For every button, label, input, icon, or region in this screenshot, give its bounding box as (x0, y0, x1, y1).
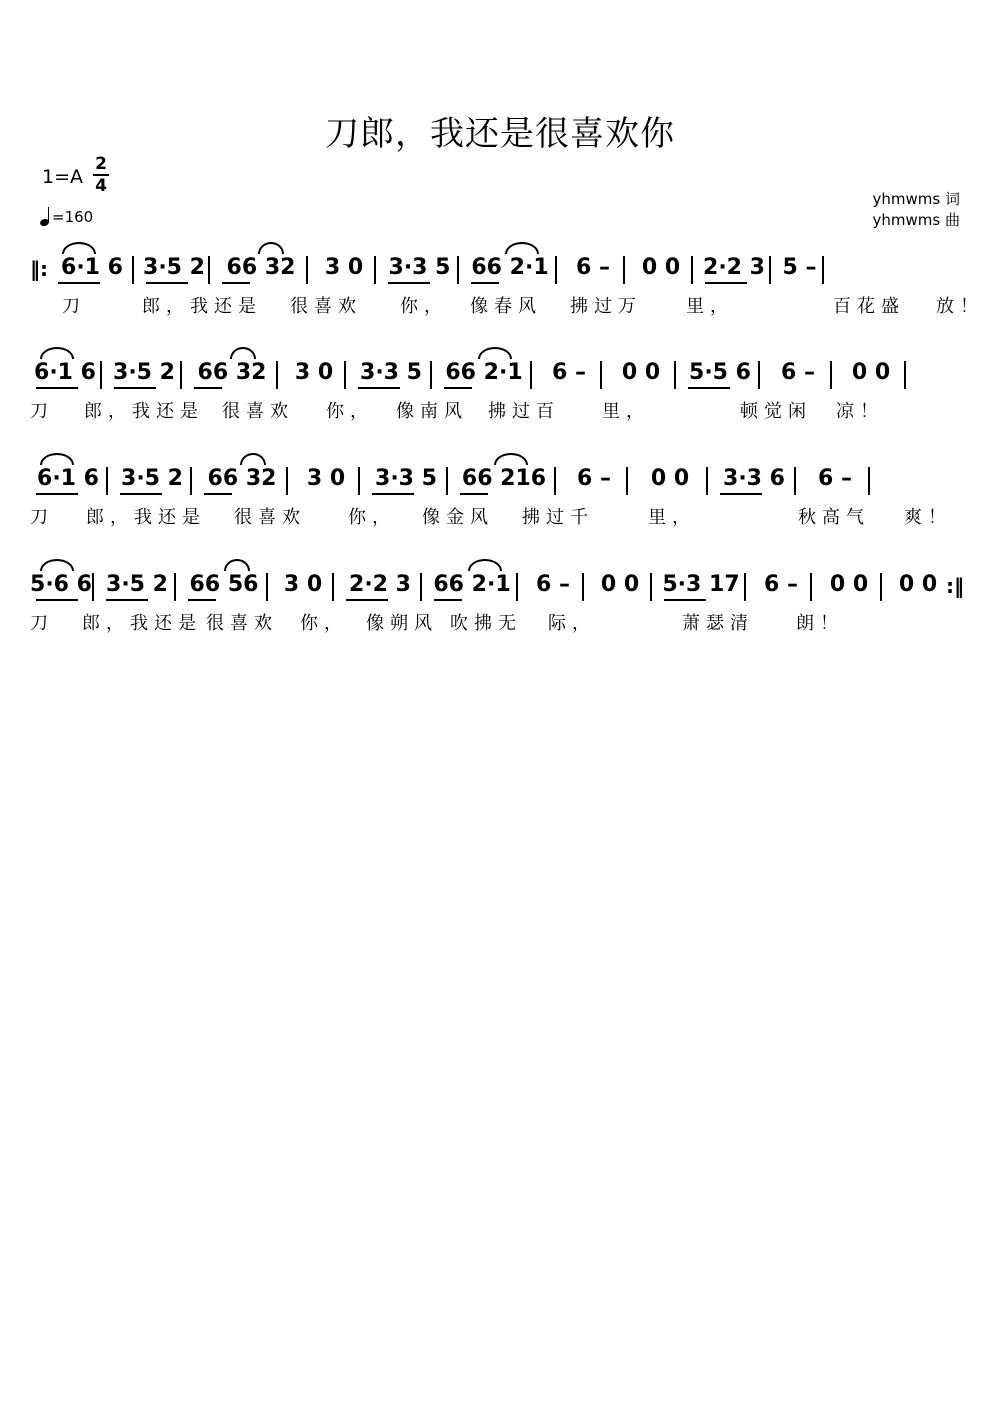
measure: 2·2 3 (349, 572, 411, 597)
barline (457, 256, 459, 284)
measure: 6 – (576, 255, 610, 280)
measure: 6·1 6 (34, 360, 96, 385)
lyric-phrase: 吹拂无 (450, 613, 522, 634)
beam-underline (194, 387, 222, 389)
barline (623, 256, 625, 284)
lyric-phrase: 里， (602, 401, 650, 422)
barline (286, 467, 288, 495)
slur-arc (478, 347, 512, 359)
lyric-phrase: 郎，我还是 (84, 401, 204, 422)
barline (306, 256, 308, 284)
measure: 0 0 (621, 360, 661, 385)
beam-underline (471, 282, 499, 284)
lyric-phrase: 刀 (30, 401, 54, 422)
lyric-phrase: 百花盛 (833, 296, 905, 317)
barline (769, 256, 771, 284)
measure: 66 216 (461, 466, 547, 491)
lyrics-row (30, 397, 970, 421)
lyric-phrase: 很喜欢 (234, 507, 306, 528)
lyric-phrase: 很喜欢 (290, 296, 362, 317)
beam-underline (372, 493, 414, 495)
measure: 3 0 (294, 360, 334, 385)
barline (758, 361, 760, 389)
barline (822, 256, 824, 284)
barline (100, 361, 102, 389)
measure: 3·3 5 (388, 255, 451, 280)
measure: 0 0 (851, 360, 891, 385)
repeat-end-sign: :‖ (946, 574, 964, 598)
barline (600, 361, 602, 389)
measure: 3·5 2 (121, 466, 183, 491)
barline (190, 467, 192, 495)
barline (174, 573, 176, 601)
barline (674, 361, 676, 389)
song-title: 刀郎，我还是很喜欢你 (325, 114, 675, 154)
measure: 0 0 (898, 572, 938, 597)
beam-underline (204, 493, 232, 495)
beam-underline (120, 493, 162, 495)
beam-underline (720, 493, 762, 495)
lyrics-row (30, 609, 970, 633)
composer-credit: yhmwms 曲 (872, 211, 960, 229)
notation-row (30, 459, 970, 499)
barline (904, 361, 906, 389)
measure: 66 2·1 (471, 255, 549, 280)
measure: 3·5 2 (106, 572, 168, 597)
measure: 5·6 6 (30, 572, 92, 597)
measure: 5 – (782, 255, 817, 280)
beam-underline (106, 599, 148, 601)
slur-arc (40, 347, 74, 359)
measure: 6 – (577, 466, 611, 491)
measure: 6 – (781, 360, 815, 385)
lyric-phrase: 像南风 (396, 401, 468, 422)
lyric-phrase: 像春风 (470, 296, 542, 317)
lyric-phrase: 郎，我还是 (86, 507, 206, 528)
tempo-value: =160 (52, 208, 94, 226)
measure: 3·3 5 (375, 466, 437, 491)
barline (430, 361, 432, 389)
measure: 3·5 2 (143, 255, 205, 280)
slur-arc (468, 559, 502, 571)
barline (180, 361, 182, 389)
lyric-phrase: 你， (400, 296, 448, 317)
measure: 66 2·1 (433, 572, 511, 597)
time-signature-top: 2 (95, 154, 107, 174)
slur-arc (62, 242, 96, 254)
barline (554, 467, 556, 495)
barline (92, 573, 94, 601)
measure: 66 32 (207, 466, 277, 491)
slur-arc (258, 242, 284, 254)
barline (706, 467, 708, 495)
measure: 6 – (536, 572, 570, 597)
slur-arc (40, 559, 74, 571)
measure: 0 0 (600, 572, 640, 597)
barline (332, 573, 334, 601)
beam-underline (188, 599, 216, 601)
lyric-phrase: 郎，我还是 (142, 296, 262, 317)
beam-underline (222, 282, 250, 284)
measure: 0 0 (650, 466, 690, 491)
barline (650, 573, 652, 601)
beam-underline (705, 282, 747, 284)
slur-arc (494, 453, 528, 465)
barline (516, 573, 518, 601)
measure: 66 32 (226, 255, 296, 280)
measure: 3 0 (324, 255, 364, 280)
repeat-start-sign: ‖: (30, 257, 48, 281)
lyric-phrase: 里， (648, 507, 696, 528)
lyric-phrase: 凉！ (836, 401, 884, 422)
notation-row (30, 565, 970, 605)
lyric-phrase: 顿觉闲 (740, 401, 812, 422)
measure: 0 0 (829, 572, 869, 597)
slur-arc (40, 453, 74, 465)
measure: 6 – (818, 466, 852, 491)
lyric-phrase: 拂过百 (488, 401, 560, 422)
lyric-phrase: 萧瑟清 (682, 613, 754, 634)
tempo-marking (40, 206, 93, 226)
lyric-phrase: 朗！ (796, 613, 844, 634)
lyrics-row (30, 292, 984, 317)
measure: 6 – (764, 572, 798, 597)
lyric-phrase: 刀 (62, 296, 86, 317)
measure: 66 32 (197, 360, 267, 385)
barline (266, 573, 268, 601)
lyric-phrase: 很喜欢 (222, 401, 294, 422)
lyric-phrase: 像朔风 (366, 613, 438, 634)
slur-arc (240, 453, 266, 465)
beam-underline (444, 387, 472, 389)
lyric-phrase: 拂过千 (522, 507, 594, 528)
measure: 3·3 5 (360, 360, 422, 385)
barline (691, 256, 693, 284)
barline (880, 573, 882, 601)
lyric-phrase: 刀 (30, 613, 54, 634)
beam-underline (358, 387, 400, 389)
lyric-phrase: 里， (686, 296, 734, 317)
beam-underline (58, 282, 100, 284)
barline (208, 256, 210, 284)
slur-arc (224, 559, 250, 571)
beam-underline (688, 387, 730, 389)
beam-underline (346, 599, 388, 601)
lyric-phrase: 放！ (936, 296, 984, 317)
beam-underline (146, 282, 188, 284)
lyric-phrase: 像金风 (422, 507, 494, 528)
beam-underline (388, 282, 430, 284)
measure: 3·3 6 (723, 466, 785, 491)
barline (276, 361, 278, 389)
key-signature: 1=A (42, 166, 84, 188)
lyricist-credit: yhmwms 词 (872, 190, 960, 208)
measure: 2·2 3 (703, 255, 765, 280)
beam-underline (36, 493, 78, 495)
barline (530, 361, 532, 389)
lyric-phrase: 你， (300, 613, 348, 634)
barline (810, 573, 812, 601)
slur-arc (505, 242, 539, 254)
time-signature-bottom: 4 (95, 175, 107, 196)
beam-underline (664, 599, 706, 601)
barline (626, 467, 628, 495)
barline (358, 467, 360, 495)
lyric-phrase: 你， (348, 507, 396, 528)
lyric-phrase: 你， (326, 401, 374, 422)
beam-underline (434, 599, 462, 601)
measure: 3·5 2 (113, 360, 175, 385)
beam-underline (114, 387, 156, 389)
measure: 3 0 (283, 572, 323, 597)
barline (830, 361, 832, 389)
barline (446, 467, 448, 495)
lyric-phrase: 很喜欢 (206, 613, 278, 634)
barline (132, 256, 134, 284)
lyric-phrase: 刀 (30, 507, 54, 528)
barline (420, 573, 422, 601)
beam-underline (36, 599, 78, 601)
measure: 6·1 6 (61, 255, 123, 280)
barline (744, 573, 746, 601)
quarter-note-icon (40, 206, 52, 226)
notation-row (30, 248, 970, 288)
measure: 0 0 (641, 255, 681, 280)
barline (794, 467, 796, 495)
notation-row (30, 353, 970, 393)
measure: 6·1 6 (37, 466, 99, 491)
beam-underline (36, 387, 78, 389)
measure: 66 56 (189, 572, 259, 597)
slur-arc (230, 347, 256, 359)
measure: 66 2·1 (445, 360, 523, 385)
beam-underline (460, 493, 488, 495)
measure: 6 – (552, 360, 586, 385)
lyric-phrase: 拂过万 (570, 296, 642, 317)
barline (868, 467, 870, 495)
measure: 5·3 17 (662, 572, 740, 597)
lyric-phrase: 际， (548, 613, 596, 634)
barline (555, 256, 557, 284)
lyric-phrase: 秋高气 (798, 507, 870, 528)
measure: 3 0 (306, 466, 346, 491)
barline (582, 573, 584, 601)
time-signature (92, 154, 110, 196)
barline (374, 256, 376, 284)
lyric-phrase: 爽！ (904, 507, 952, 528)
measure: 5·5 6 (689, 360, 751, 385)
lyric-phrase: 郎，我还是 (82, 613, 202, 634)
barline (344, 361, 346, 389)
lyrics-row (30, 503, 970, 527)
barline (106, 467, 108, 495)
